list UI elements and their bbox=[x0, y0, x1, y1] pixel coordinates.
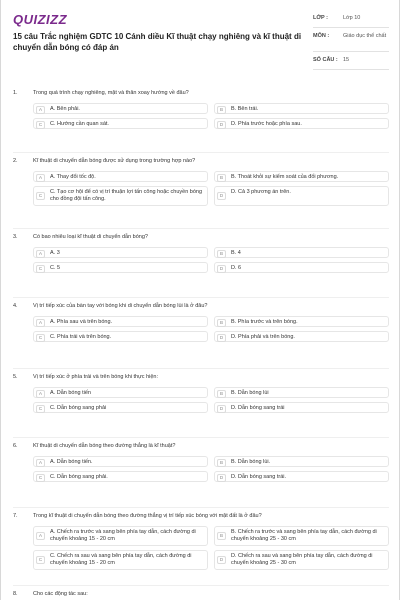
option-text: B. Dẫn bóng lùi bbox=[231, 390, 269, 396]
answer-option-b[interactable] bbox=[214, 247, 389, 258]
option-letter-box: B bbox=[217, 250, 226, 258]
answer-option-d[interactable] bbox=[214, 186, 389, 206]
option-letter-box: C bbox=[36, 474, 45, 482]
meta-value: Giáo dục thể chất bbox=[343, 33, 387, 39]
answer-option-a[interactable] bbox=[33, 456, 208, 467]
option-text: C. Dẫn bóng sang phải. bbox=[50, 474, 108, 480]
option-letter-box: D bbox=[217, 265, 226, 273]
page-border-left bbox=[0, 0, 1, 600]
option-text: C. Tạo cơ hội để có vị trí thuận lợi tấn công hoặc chuyền bóng cho đồng đội tấn công. bbox=[50, 189, 203, 202]
option-text: B. 4 bbox=[231, 250, 241, 256]
question-text: Cho các động tác sau: bbox=[33, 591, 88, 597]
option-text: A. Thay đổi tốc độ. bbox=[50, 174, 96, 180]
worksheet-title: 15 câu Trắc nghiệm GDTC 10 Cánh diều Kĩ thuật chạy nghiêng và kĩ thuật di chuyển dẫn bóng có đáp án bbox=[13, 32, 302, 52]
question-number: 1. bbox=[13, 90, 18, 96]
option-letter-box: B bbox=[217, 532, 226, 540]
question-number: 2. bbox=[13, 158, 18, 164]
question-divider bbox=[13, 297, 389, 298]
worksheet-header bbox=[13, 10, 389, 70]
question-text: Kĩ thuật di chuyển dẫn bóng theo đường thẳng là kĩ thuật? bbox=[33, 443, 176, 449]
option-text: A. Dẫn bóng tiến. bbox=[50, 459, 93, 465]
option-text: A. 3 bbox=[50, 250, 60, 256]
answer-option-d[interactable] bbox=[214, 118, 389, 129]
option-letter-box: D bbox=[217, 334, 226, 342]
answer-option-d[interactable] bbox=[214, 262, 389, 273]
answer-option-c[interactable] bbox=[33, 262, 208, 273]
option-letter-box: D bbox=[217, 192, 226, 200]
question-number: 5. bbox=[13, 374, 18, 380]
option-letter-box: A bbox=[36, 174, 45, 182]
answer-option-d[interactable] bbox=[214, 402, 389, 413]
answer-option-a[interactable] bbox=[33, 387, 208, 398]
option-letter-box: B bbox=[217, 390, 226, 398]
question-text: Trong kĩ thuật di chuyển dẫn bóng theo đường thẳng vị trí tiếp xúc bóng với mặt đất là ở đâu? bbox=[33, 513, 262, 519]
option-letter-box: C bbox=[36, 192, 45, 200]
option-letter-box: D bbox=[217, 121, 226, 129]
meta-row-grade bbox=[313, 10, 389, 28]
option-letter-box: C bbox=[36, 334, 45, 342]
option-text: C. Chếch ra sau và sang bên phía tay dẫn, cách đường di chuyển khoảng 15 - 20 cm bbox=[50, 553, 192, 566]
option-text: A. Phía sau và trên bóng. bbox=[50, 319, 113, 325]
answer-option-a[interactable] bbox=[33, 103, 208, 114]
question-text: Vị trí tiếp xúc ở phía trái và trên bóng khi thực hiện: bbox=[33, 374, 158, 380]
answer-option-b[interactable] bbox=[214, 456, 389, 467]
question-divider bbox=[13, 152, 389, 153]
option-letter-box: D bbox=[217, 556, 226, 564]
option-letter-box: A bbox=[36, 459, 45, 467]
option-text: C. Phía trái và trên bóng. bbox=[50, 334, 112, 340]
option-text: C. 5 bbox=[50, 265, 61, 271]
question-text: Kĩ thuật di chuyển dẫn bóng được sử dụng trong trường hợp nào? bbox=[33, 158, 196, 164]
option-letter-box: B bbox=[217, 106, 226, 114]
option-letter-box: A bbox=[36, 250, 45, 258]
option-text: A. Bên phải. bbox=[50, 106, 80, 112]
answer-option-a[interactable] bbox=[33, 316, 208, 327]
option-text: D. 6 bbox=[231, 265, 242, 271]
option-letter-box: C bbox=[36, 556, 45, 564]
answer-option-c[interactable] bbox=[33, 471, 208, 482]
option-letter-box: B bbox=[217, 174, 226, 182]
option-text: D. Dẫn bóng sang trái bbox=[231, 405, 285, 411]
answer-option-d[interactable] bbox=[214, 331, 389, 342]
meta-panel bbox=[313, 10, 389, 70]
meta-row-count bbox=[313, 52, 389, 70]
answer-option-b[interactable] bbox=[214, 171, 389, 182]
option-letter-box: C bbox=[36, 405, 45, 413]
option-letter-box: B bbox=[217, 459, 226, 467]
question-divider bbox=[13, 507, 389, 508]
question-divider bbox=[13, 368, 389, 369]
answer-option-c[interactable] bbox=[33, 331, 208, 342]
option-text: A. Chếch ra trước và sang bên phía tay dẫn, cách đường di chuyển khoảng 15 - 20 cm bbox=[50, 529, 196, 542]
question-number: 6. bbox=[13, 443, 18, 449]
answer-option-b[interactable] bbox=[214, 526, 389, 546]
answer-option-b[interactable] bbox=[214, 316, 389, 327]
question-divider bbox=[13, 437, 389, 438]
question-divider bbox=[13, 585, 389, 586]
answer-option-b[interactable] bbox=[214, 387, 389, 398]
meta-value: Lớp 10 bbox=[343, 15, 361, 21]
option-letter-box: D bbox=[217, 474, 226, 482]
option-text: D. Phía trước hoặc phía sau. bbox=[231, 121, 302, 127]
option-letter-box: A bbox=[36, 390, 45, 398]
question-number: 7. bbox=[13, 513, 18, 519]
meta-key: SỐ CÂU : bbox=[313, 57, 338, 63]
meta-row-subject bbox=[313, 28, 389, 52]
answer-option-b[interactable] bbox=[214, 103, 389, 114]
question-number: 4. bbox=[13, 303, 18, 309]
answer-option-c[interactable] bbox=[33, 550, 208, 570]
answer-option-a[interactable] bbox=[33, 171, 208, 182]
option-letter-box: B bbox=[217, 319, 226, 327]
option-text: A. Dẫn bóng tiến bbox=[50, 390, 91, 396]
option-text: D. Cả 3 phương án trên. bbox=[231, 189, 291, 195]
option-text: C. Dẫn bóng sang phải bbox=[50, 405, 107, 411]
option-letter-box: C bbox=[36, 121, 45, 129]
question-text: Có bao nhiêu loại kĩ thuật di chuyển dẫn bóng? bbox=[33, 234, 148, 240]
answer-option-c[interactable] bbox=[33, 118, 208, 129]
option-text: B. Thoát khỏi sự kiểm soát của đối phương. bbox=[231, 174, 339, 180]
option-letter-box: A bbox=[36, 532, 45, 540]
question-divider bbox=[13, 228, 389, 229]
answer-option-c[interactable] bbox=[33, 186, 208, 206]
meta-key: MÔN : bbox=[313, 33, 330, 39]
option-text: C. Hướng cần quan sát. bbox=[50, 121, 109, 127]
meta-key: LỚP : bbox=[313, 15, 328, 21]
question-number: 3. bbox=[13, 234, 18, 240]
option-letter-box: C bbox=[36, 265, 45, 273]
answer-option-a[interactable] bbox=[33, 247, 208, 258]
option-letter-box: A bbox=[36, 106, 45, 114]
option-letter-box: D bbox=[217, 405, 226, 413]
answer-option-c[interactable] bbox=[33, 402, 208, 413]
meta-value: 15 bbox=[343, 57, 350, 63]
answer-option-a[interactable] bbox=[33, 526, 208, 546]
option-text: D. Chếch ra sau và sang bên phía tay dẫn, cách đường di chuyển khoảng 25 - 30 cm bbox=[231, 553, 373, 566]
quizizz-logo: QUIZIZZ bbox=[13, 12, 68, 27]
option-text: B. Phía trước và trên bóng. bbox=[231, 319, 298, 325]
option-text: D. Dẫn bóng sang trái. bbox=[231, 474, 287, 480]
question-number: 8. bbox=[13, 591, 18, 597]
option-text: D. Phía phải và trên bóng. bbox=[231, 334, 295, 340]
option-text: B. Dẫn bóng lùi. bbox=[231, 459, 271, 465]
option-text: B. Bên trái. bbox=[231, 106, 259, 112]
answer-option-d[interactable] bbox=[214, 550, 389, 570]
option-text: B. Chếch ra trước và sang bên phía tay dẫn, cách đường di chuyển khoảng 25 - 30 cm bbox=[231, 529, 377, 542]
question-text: Vị trí tiếp xúc của bàn tay với bóng khi di chuyển dẫn bóng lùi là ở đâu? bbox=[33, 303, 208, 309]
option-letter-box: A bbox=[36, 319, 45, 327]
question-text: Trong quá trình chạy nghiêng, mặt và thân xoay hướng về đâu? bbox=[33, 90, 189, 96]
answer-option-d[interactable] bbox=[214, 471, 389, 482]
